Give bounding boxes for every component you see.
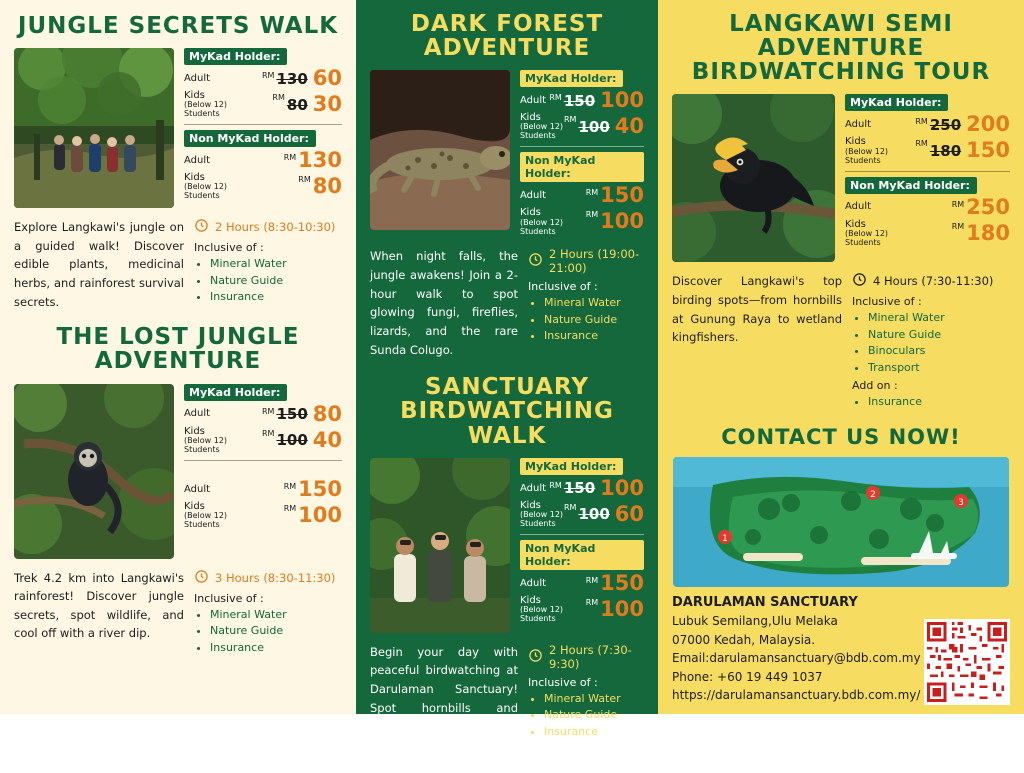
- inclusive-title: Inclusive of :: [194, 591, 264, 605]
- pricing-table: [184, 48, 342, 202]
- currency-label: RM: [549, 93, 562, 103]
- price-label: Adult: [520, 190, 547, 202]
- package-duration: 2 Hours (7:30-9:30): [528, 643, 644, 671]
- package-title: JUNGLE SECRETS WALK: [17, 13, 339, 39]
- price-value: 130: [298, 148, 342, 173]
- clock-icon: [194, 569, 209, 587]
- svg-text:1: 1: [722, 533, 728, 544]
- price-discounted: 40: [312, 427, 342, 452]
- price-row-adult: [845, 194, 1010, 219]
- address-line-1: Lubuk Semilang,Ulu Melaka: [672, 613, 838, 628]
- price-value: 150: [298, 476, 342, 501]
- price-value: 250: [966, 194, 1010, 219]
- inclusive-item: • Mineral Water: [544, 691, 644, 708]
- pricing-table: [845, 94, 1010, 248]
- price-label: Adult: [184, 483, 211, 495]
- tier-label-mykad: MyKad Holder:: [184, 384, 287, 401]
- price-original: 100: [276, 431, 308, 450]
- price-label: Kids (Below 12) Students: [184, 172, 228, 201]
- inclusive-item: • Insurance: [544, 724, 644, 741]
- price-label: Kids (Below 12) Students: [520, 594, 564, 623]
- inclusive-list: [528, 295, 644, 345]
- currency-label: RM: [563, 502, 577, 512]
- tier-label-non-mykad: Non MyKad Holder:: [184, 130, 316, 147]
- price-discounted: 200: [966, 112, 1010, 137]
- inclusive-block: [528, 280, 644, 345]
- clock-icon: [194, 218, 209, 236]
- package-the-lost-jungle-adventure: [14, 325, 342, 656]
- inclusive-list: [194, 607, 342, 657]
- currency-label: RM: [585, 188, 599, 198]
- price-label: Kids (Below 12) Students: [520, 207, 564, 236]
- price-label: Kids (Below 12) Students: [845, 218, 889, 247]
- price-value: 100: [600, 596, 644, 621]
- price-label: Kids (Below 12) Students: [184, 425, 228, 454]
- currency-label: RM: [283, 481, 297, 491]
- tier-label-mykad: MyKad Holder:: [520, 70, 623, 87]
- divider: [845, 171, 1010, 172]
- clock-icon: [852, 272, 867, 290]
- inclusive-block: [528, 676, 644, 741]
- package-photo: [672, 94, 835, 262]
- package-jungle-secrets-walk: [14, 14, 342, 311]
- currency-label: RM: [261, 406, 275, 416]
- price-label: Kids (Below 12) Students: [520, 112, 564, 141]
- price-row-kids: [184, 501, 342, 530]
- price-original: 250: [929, 115, 962, 134]
- price-row-adult: [184, 150, 342, 171]
- package-description: Trek 4.2 km into Langkawi's rainforest! Discover jungle secrets, spot wildlife, and cool off with a river dip.: [14, 570, 184, 641]
- price-discounted: 150: [966, 138, 1010, 163]
- price-row-adult: [184, 476, 342, 501]
- price-row-adult: [520, 570, 644, 595]
- price-discounted: 60: [614, 501, 644, 526]
- price-original: 150: [563, 91, 596, 110]
- price-row-kids: [845, 136, 1010, 165]
- currency-label: RM: [585, 575, 599, 585]
- package-duration: 2 Hours (8:30-10:30): [194, 218, 342, 236]
- price-label: Adult: [184, 73, 211, 85]
- inclusive-item: • Mineral Water: [210, 256, 342, 273]
- inclusive-title: Inclusive of :: [528, 280, 598, 294]
- price-value: 80: [312, 174, 342, 199]
- package-title: SANCTUARY BIRDWATCHING WALK: [400, 374, 614, 449]
- currency-label: RM: [951, 221, 965, 231]
- tier-label-mykad: MyKad Holder:: [520, 458, 623, 475]
- price-value: 100: [298, 502, 342, 527]
- contact-details: [672, 595, 921, 705]
- inclusive-item: • Insurance: [210, 289, 342, 306]
- currency-label: RM: [261, 71, 275, 81]
- inclusive-list: [194, 256, 342, 306]
- inclusive-item: • Nature Guide: [210, 623, 342, 640]
- inclusive-title: Inclusive of :: [528, 675, 598, 689]
- package-duration: 3 Hours (8:30-11:30): [194, 569, 342, 587]
- price-row-adult: [520, 475, 644, 500]
- price-original: 180: [929, 141, 962, 160]
- currency-label: RM: [563, 115, 577, 125]
- currency-label: RM: [261, 428, 275, 438]
- package-description: Discover Langkawi's top birding spots—from hornbills at Gunung Raya to wetland kingfishers.: [672, 274, 842, 345]
- price-row-kids: [520, 500, 644, 529]
- price-row-kids: [184, 426, 342, 455]
- clock-icon: [528, 648, 543, 666]
- divider: [184, 124, 342, 125]
- currency-label: RM: [585, 210, 599, 220]
- tier-label-mykad: MyKad Holder:: [184, 48, 287, 65]
- tier-label-non-mykad: Non MyKad Holder:: [520, 540, 644, 570]
- inclusive-item: • Transport: [868, 360, 1010, 377]
- divider: [520, 534, 644, 535]
- inclusive-item: • Mineral Water: [544, 295, 644, 312]
- currency-label: RM: [272, 93, 285, 103]
- price-row-adult: [520, 90, 644, 111]
- price-label: Kids (Below 12) Students: [184, 500, 228, 529]
- price-label: Adult: [184, 408, 211, 420]
- package-sanctuary-birdwatching-walk: [370, 375, 644, 773]
- inclusive-item: • Nature Guide: [210, 273, 342, 290]
- price-row-adult: [845, 114, 1010, 135]
- price-label: Adult: [520, 577, 547, 589]
- column-left: [0, 0, 356, 714]
- price-value: 150: [600, 570, 644, 595]
- price-row-kids: [845, 219, 1010, 248]
- contact-section: [672, 425, 1010, 705]
- price-row-kids: [520, 207, 644, 236]
- column-right: [658, 0, 1024, 714]
- price-value: 150: [600, 183, 644, 208]
- company-name: DARULAMAN SANCTUARY: [672, 594, 858, 610]
- price-label: Adult: [520, 95, 547, 107]
- currency-label: RM: [585, 597, 599, 607]
- price-discounted: 80: [312, 401, 342, 426]
- package-title: DARK FOREST ADVENTURE: [410, 11, 604, 62]
- inclusive-item: • Mineral Water: [868, 310, 1010, 327]
- inclusive-block: [194, 241, 342, 306]
- langkawi-map-illustration: [673, 457, 1009, 587]
- package-langkawi-semi-adventure-birdwatching-tour: [672, 12, 1010, 411]
- price-row-kids: [184, 90, 342, 119]
- inclusive-item: • Binoculars: [868, 343, 1010, 360]
- price-discounted: 100: [600, 475, 644, 500]
- inclusive-item: • Insurance: [544, 328, 644, 345]
- currency-label: RM: [283, 153, 297, 163]
- currency-label: RM: [283, 503, 297, 513]
- price-row-kids: [520, 595, 644, 624]
- package-description: When night falls, the jungle awakens! Join a 2-hour walk to spot glowing fungi, fireflies, lizards, and the rare Sunda Colugo.: [370, 249, 518, 357]
- svg-text:2: 2: [870, 489, 876, 500]
- price-value: 100: [600, 209, 644, 234]
- inclusive-item: • Insurance: [210, 640, 342, 657]
- inclusive-list: [528, 691, 644, 741]
- price-row-adult: [184, 68, 342, 89]
- currency-label: RM: [915, 117, 928, 127]
- price-original: 80: [286, 95, 308, 114]
- package-photo: [370, 70, 510, 230]
- inclusive-list: [852, 310, 1010, 376]
- package-title: LANGKAWI SEMI ADVENTURE BIRDWATCHING TOUR: [691, 11, 991, 86]
- price-discounted: 100: [600, 88, 644, 113]
- tier-label-non-mykad: Non MyKad Holder:: [520, 152, 644, 182]
- package-title: THE LOST JUNGLE ADVENTURE: [56, 324, 300, 375]
- currency-label: RM: [298, 175, 311, 185]
- qr-code[interactable]: [924, 619, 1010, 705]
- addon-list: [852, 394, 1010, 411]
- price-row-adult: [184, 401, 342, 426]
- price-original: 150: [276, 405, 308, 424]
- package-photo: [14, 384, 174, 559]
- inclusive-item: • Nature Guide: [868, 327, 1010, 344]
- inclusive-title: Inclusive of :: [194, 241, 264, 255]
- currency-label: RM: [915, 139, 928, 149]
- column-middle: [356, 0, 658, 771]
- tier-label-non-mykad: Non MyKad Holder:: [845, 177, 977, 194]
- package-description: Begin your day with peaceful birdwatching at Darulaman Sanctuary! Spot hornbills and sunbirds amid jungle views and morning melodies.: [370, 644, 518, 771]
- price-label: Adult: [520, 482, 547, 494]
- package-duration: 4 Hours (7:30-11:30): [852, 272, 1010, 290]
- price-label: Adult: [184, 155, 211, 167]
- price-row-kids: [520, 112, 644, 141]
- price-discounted: 40: [614, 114, 644, 139]
- inclusive-block: [852, 295, 1010, 411]
- package-photo: [14, 48, 174, 208]
- inclusive-item: • Nature Guide: [544, 707, 644, 724]
- price-discounted: 60: [312, 66, 342, 91]
- pricing-table: [520, 70, 644, 237]
- price-label: Kids (Below 12) Students: [184, 90, 228, 119]
- price-value: 180: [966, 220, 1010, 245]
- price-original: 130: [276, 69, 308, 88]
- website[interactable]: https://darulamansanctuary.bdb.com.my/: [672, 688, 921, 703]
- price-label: Kids (Below 12) Students: [845, 136, 889, 165]
- inclusive-item: • Mineral Water: [210, 607, 342, 624]
- addon-title: Add on :: [852, 379, 898, 393]
- price-row-kids: [184, 172, 342, 201]
- package-photo: [370, 458, 510, 633]
- pricing-table: [184, 384, 342, 531]
- divider: [520, 146, 644, 147]
- package-duration: 2 Hours (19:00-21:00): [528, 247, 644, 275]
- currency-label: RM: [951, 199, 965, 209]
- price-label: Adult: [845, 119, 872, 131]
- package-dark-forest-adventure: [370, 12, 644, 359]
- phone[interactable]: Phone: +60 19 449 1037: [672, 669, 823, 684]
- package-description: Explore Langkawi's jungle on a guided walk! Discover edible plants, medicinal herbs, and rainforest survival secrets.: [14, 220, 184, 309]
- address-line-2: 07000 Kedah, Malaysia.: [672, 632, 816, 647]
- price-label: Adult: [845, 201, 872, 213]
- email[interactable]: Email:darulamansanctuary@bdb.com.my: [672, 651, 921, 666]
- price-original: 100: [578, 505, 610, 524]
- inclusive-block: [194, 592, 342, 657]
- price-original: 150: [563, 479, 596, 498]
- inclusive-title: Inclusive of :: [852, 295, 922, 309]
- currency-label: RM: [549, 480, 562, 490]
- price-label: Kids (Below 12) Students: [520, 499, 564, 528]
- divider: [184, 460, 342, 461]
- inclusive-item: • Nature Guide: [544, 312, 644, 329]
- price-row-adult: [520, 185, 644, 206]
- addon-item: • Insurance: [868, 394, 1010, 411]
- price-original: 100: [578, 117, 610, 136]
- price-discounted: 30: [312, 92, 342, 117]
- clock-icon: [528, 252, 543, 270]
- tier-label-mykad: MyKad Holder:: [845, 94, 948, 111]
- pricing-table: [520, 458, 644, 625]
- svg-text:3: 3: [958, 497, 964, 508]
- contact-heading: CONTACT US NOW!: [721, 424, 961, 449]
